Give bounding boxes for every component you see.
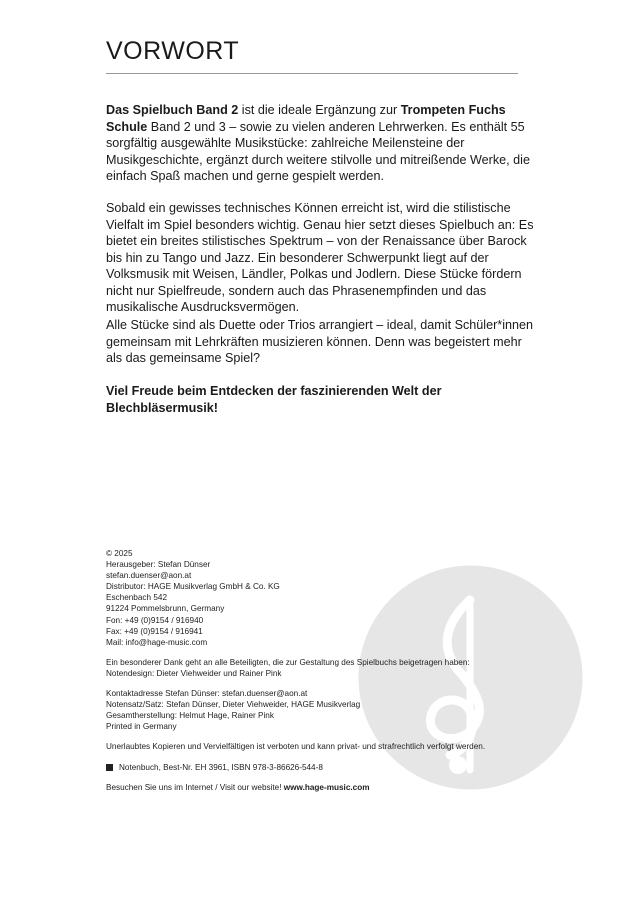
- imprint-line: 91224 Pommelsbrunn, Germany: [106, 604, 225, 614]
- imprint-line: Printed in Germany: [106, 722, 177, 732]
- imprint-line: Fon: +49 (0)9154 / 916940: [106, 615, 204, 625]
- title-divider: [106, 73, 518, 74]
- imprint-line: Gesamtherstellung: Helmut Hage, Rainer Pink: [106, 711, 274, 721]
- closing-text: Viel Freude beim Entdecken der faszinierenden Welt der Blechbläsermusik!: [106, 384, 442, 415]
- imprint-line: Notendesign: Dieter Viehweider und Rainer Pink: [106, 668, 282, 678]
- school-title-bold: Trompeten Fuchs Schule: [106, 103, 506, 134]
- publisher-info: [106, 548, 516, 648]
- ensemble-text: Alle Stücke sind als Duette oder Trios arrangiert – ideal, damit Schüler*innen gemeinsam mit Lehrkräften musizieren können. Denn was begeistert mehr als das gemeinsame Spiel?: [106, 318, 534, 365]
- copy-notice: [106, 741, 516, 752]
- copy-notice-text: Unerlaubtes Kopieren und Vervielfältigen ist verboten und kann privat- und strafrechtlich verfolgt werden.: [106, 742, 486, 752]
- ensemble-paragraph: [106, 317, 536, 367]
- intro-text-2: Band 2 und 3 – sowie zu vielen anderen Lehrwerken. Es enthält 55 sorgfältig ausgewählte Musikstücke: zahlreiche Meilensteine der Musikgeschichte, ergänzt durch weitere stilvolle und mitreißende Werke, die einfach Spaß machen und gerne gespielt werden.: [106, 119, 530, 183]
- visit-text: Besuchen Sie uns im Internet / Visit our website!: [106, 782, 284, 792]
- imprint-line: Fax: +49 (0)9154 / 916941: [106, 626, 203, 636]
- imprint-line: © 2025: [106, 549, 133, 558]
- intro-text-1: ist die ideale Ergänzung zur: [238, 103, 401, 117]
- page-title: VORWORT: [106, 37, 240, 65]
- order-number: Notenbuch, Best-Nr. EH 3961, ISBN 978-3-86626-544-8: [119, 762, 323, 772]
- website-info: [106, 782, 516, 793]
- credits-info: [106, 688, 516, 732]
- imprint-section: [106, 548, 516, 802]
- closing-paragraph: [106, 383, 536, 416]
- imprint-line: Ein besonderer Dank geht an alle Beteiligten, die zur Gestaltung des Spielbuchs beigetragen haben:: [106, 657, 470, 667]
- imprint-line: Herausgeber: Stefan Dünser: [106, 560, 211, 570]
- imprint-line: stefan.duenser@aon.at: [106, 571, 192, 581]
- style-text: Sobald ein gewisses technisches Können erreicht ist, wird die stilistische Vielfalt im Spiel besonders wichtig. Genau hier setzt dieses Spielbuch an: Es bietet ein breites stilistisches Spektrum – von der Renaissance über Barock bis hin zu Tango und Jazz. Ein besonderer Schwerpunkt liegt auf der Volksmusik mit Weisen, Ländler, Polkas und Jodlern. Diese Stücke fördern nicht nur Spielfreude, sondern auch das Phrasenempfinden und das musikalische Ausdrucksvermögen.: [106, 201, 534, 314]
- order-info: [106, 762, 516, 773]
- imprint-line: Distributor: HAGE Musikverlag GmbH & Co. KG: [106, 582, 280, 592]
- imprint-line: Mail: info@hage-music.com: [106, 637, 208, 647]
- thanks-info: [106, 657, 516, 679]
- square-bullet-icon: [106, 764, 113, 771]
- book-title-bold: Das Spielbuch Band 2: [106, 103, 239, 117]
- website-link[interactable]: www.hage-music.com: [283, 782, 370, 792]
- imprint-line: Eschenbach 542: [106, 593, 167, 603]
- imprint-line: Notensatz/Satz: Stefan Dünser, Dieter Viehweider, HAGE Musikverlag: [106, 700, 361, 710]
- intro-paragraph: [106, 102, 536, 185]
- imprint-line: Kontaktadresse Stefan Dünser: stefan.duenser@aon.at: [106, 689, 308, 699]
- style-paragraph: [106, 200, 536, 316]
